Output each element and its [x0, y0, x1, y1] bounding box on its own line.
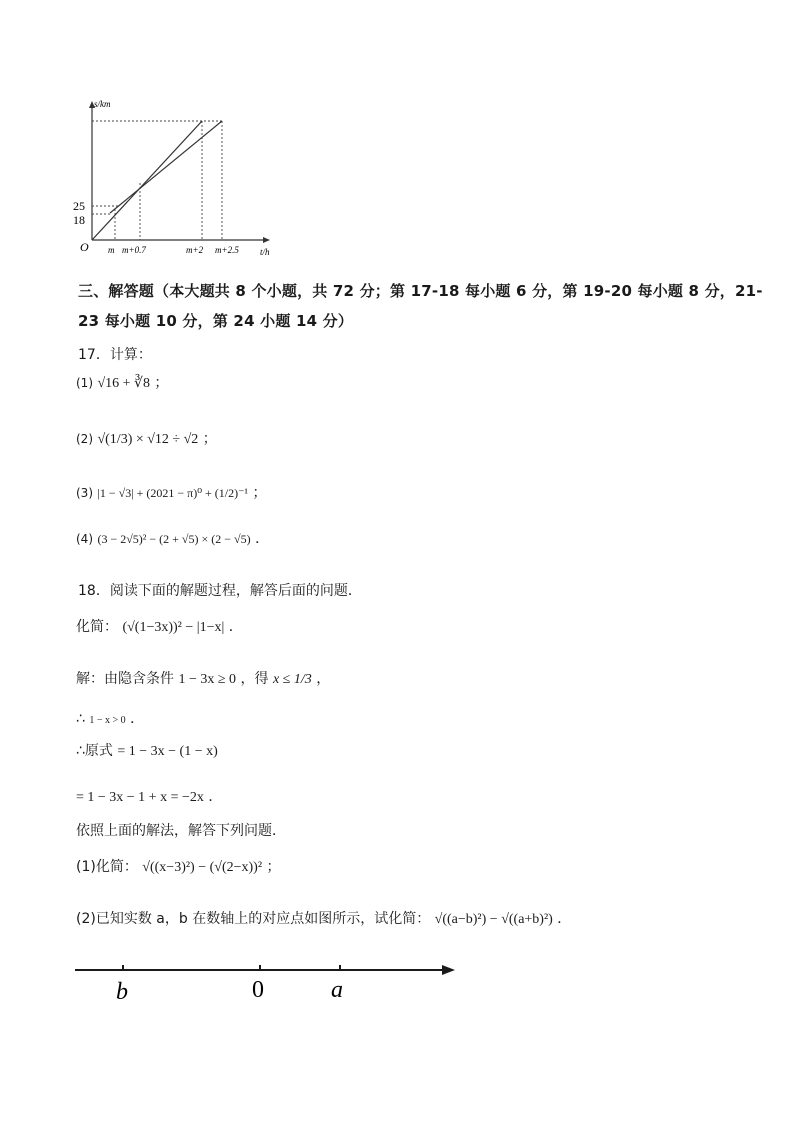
q17-item-1-expr: √16 + ∛8 — [97, 376, 150, 391]
y-axis-label: s/km — [94, 99, 111, 109]
number-line — [70, 955, 470, 1015]
q18-solution-prefix: 解：由隐含条件 — [76, 671, 174, 687]
q17-item-2-expr: √(1/3) × √12 ÷ √2 — [97, 432, 199, 447]
q17-item-4-end: ． — [255, 531, 270, 547]
q18-x-range: x ≤ 1/3 — [272, 672, 312, 687]
x-tick-m2: m+2 — [186, 245, 204, 255]
q18-part-2-expr: √((a−b)²) − √((a+b)²) — [434, 912, 553, 927]
q18-therefore-1: ∴ 1 − x > 0 ． — [76, 711, 145, 727]
y-tick-18: 18 — [73, 213, 85, 227]
q17-item-4-label: (4) — [76, 532, 93, 546]
q17-item-3-expr: |1 − √3| + (2021 − π)⁰ + (1/2)⁻¹ — [97, 486, 249, 500]
q18-simplify: 化简： (√(1−3x))² − |1−x| ． — [76, 619, 243, 635]
q17-item-4-expr: (3 − 2√5)² − (2 + √5) × (2 − √5) — [97, 532, 251, 546]
q18-step-2-line: = 1 − 3x − 1 + x = −2x ． — [76, 789, 223, 805]
line-b — [110, 121, 222, 213]
section-heading-line1: 三、解答题（本大题共 8 个小题，共 72 分；第 17-18 每小题 6 分，第 19-20 每小题 8 分，21- — [78, 282, 763, 300]
q17-item-1-end: ； — [154, 375, 169, 391]
q17-item-3 — [76, 482, 267, 502]
q18-part-1-expr: √((x−3)²) − (√(2−x))² — [142, 860, 263, 875]
q17-item-3-label: (3) — [76, 486, 93, 500]
q17-item-4 — [76, 528, 269, 548]
q17-item-2-label: (2) — [76, 432, 93, 446]
q17-item-1-label: (1) — [76, 376, 93, 390]
q17-title: 17．计算： — [78, 347, 152, 363]
q18-therefore-1-symbol: ∴ — [76, 711, 85, 727]
q17-item-1 — [76, 372, 168, 392]
q18-cond2: 1 − x > 0 — [89, 715, 126, 726]
q18-step2: = 1 − 3x − 1 + x = −2x — [76, 790, 204, 805]
origin-label: O — [80, 240, 89, 254]
q18-therefore-2 — [76, 740, 218, 760]
x-tick-m25: m+2.5 — [215, 245, 239, 255]
x-tick-m: m — [108, 245, 115, 255]
label-b: b — [116, 979, 128, 1005]
q18-step1: = 1 − 3x − (1 − x) — [117, 744, 218, 759]
label-zero: 0 — [252, 977, 264, 1003]
q18-solution: 解：由隐含条件 1 − 3x ≥ 0 ，得 x ≤ 1/3 ， — [76, 671, 331, 687]
q18-part-2-text: (2)已知实数 a，b 在数轴上的对应点如图所示，试化简： — [76, 911, 431, 927]
q17-item-3-end: ； — [252, 485, 267, 501]
distance-time-graph — [70, 95, 280, 265]
line-a — [92, 121, 202, 240]
q17-item-2-end: ； — [202, 431, 217, 447]
q18-title: 18．阅读下面的解题过程，解答后面的问题． — [78, 583, 362, 599]
q18-condition: 1 − 3x ≥ 0 — [178, 672, 237, 687]
label-a: a — [331, 977, 343, 1003]
section-heading-line2: 23 每小题 10 分，第 24 小题 14 分） — [78, 312, 354, 330]
x-axis-label: t/h — [260, 247, 270, 257]
q18-instruction: 依照上面的解法，解答下列问题． — [76, 823, 286, 839]
q18-part-2: (2)已知实数 a，b 在数轴上的对应点如图所示，试化简： √((a−b)²) − √((a+b)²) ． — [76, 911, 572, 927]
q18-part-1-label: (1)化简： — [76, 859, 138, 875]
y-tick-25: 25 — [73, 199, 85, 213]
x-tick-m07: m+0.7 — [122, 245, 146, 255]
q17-item-2 — [76, 428, 217, 448]
q18-simplify-expr: (√(1−3x))² − |1−x| — [122, 620, 225, 635]
q18-therefore-2-text: ∴原式 — [76, 743, 113, 759]
q18-simplify-label: 化简： — [76, 619, 118, 635]
q18-get-text: ，得 — [240, 671, 269, 687]
q18-part-1: (1)化简： √((x−3)²) − (√(2−x))² ； — [76, 859, 281, 875]
